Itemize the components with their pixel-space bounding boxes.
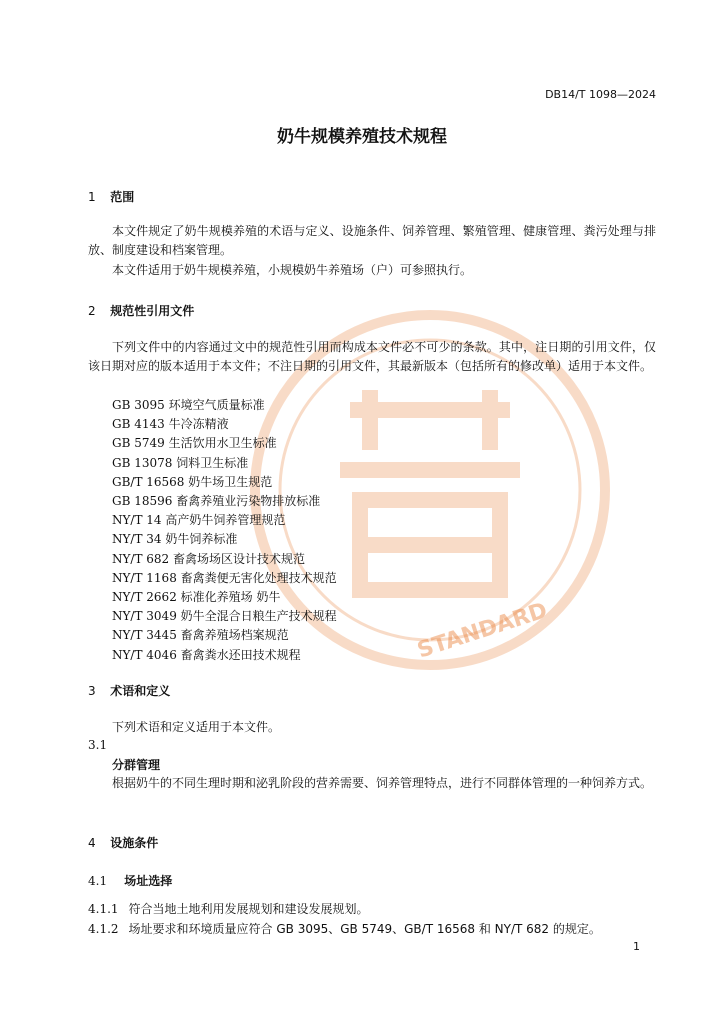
reference-item: GB 18596 畜禽养殖业污染物排放标准 — [112, 494, 321, 509]
reference-item: NY/T 34 奶牛饲养标准 — [112, 532, 238, 547]
reference-list — [112, 396, 337, 665]
reference-item: GB 5749 生活饮用水卫生标准 — [112, 436, 277, 451]
reference-item: GB 3095 环境空气质量标准 — [112, 398, 265, 412]
paragraph: 下列术语和定义适用于本文件。 — [112, 720, 281, 734]
reference-item: GB 13078 饲料卫生标准 — [112, 455, 249, 470]
paragraph: 本文件规定了奶牛规模养殖的术语与定义、设施条件、饲养管理、繁殖管理、健康管理、粪污处理与排放、制度建设和档案管理。 — [88, 224, 656, 257]
term-definition: 根据奶牛的不同生理时期和泌乳阶段的营养需要、饲养管理特点，进行不同群体管理的一种饲养方式。 — [112, 776, 653, 790]
page-number: 1 — [633, 940, 640, 953]
section-heading-normative-references: 2 规范性引用文件 — [88, 304, 195, 318]
reference-item: NY/T 1168 畜禽粪便无害化处理技术规范 — [112, 570, 337, 585]
section-heading-terms-definitions: 3 术语和定义 — [88, 684, 171, 698]
reference-item: NY/T 682 畜禽场场区设计技术规范 — [112, 551, 306, 566]
paragraph: 本文件适用于奶牛规模养殖，小规模奶牛养殖场（户）可参照执行。 — [112, 263, 473, 277]
paragraph: 下列文件中的内容通过文中的规范性引用而构成本文件必不可少的条款。其中，注日期的引用文件，仅该日期对应的版本适用于本文件；不注日期的引用文件，其最新版本（包括所有的修改单）适用于本文件。 — [88, 340, 656, 373]
reference-item: NY/T 3445 畜禽养殖场档案规范 — [112, 628, 289, 643]
standard-code: DB14/T 1098—2024 — [545, 88, 656, 101]
section-heading-scope: 1 范围 — [88, 190, 135, 204]
subsection-heading-site-selection: 4.1 场址选择 — [88, 874, 173, 888]
reference-item: NY/T 2662 标准化养殖场 奶牛 — [112, 590, 281, 605]
section-heading-facilities: 4 设施条件 — [88, 836, 159, 850]
document-title: 奶牛规模养殖技术规程 — [277, 127, 447, 147]
term-number: 3.1 — [88, 738, 108, 752]
reference-item: GB/T 16568 奶牛场卫生规范 — [112, 474, 273, 489]
clause: 4.1.1 符合当地土地利用发展规划和建设发展规划。 — [88, 902, 369, 916]
watermark-text: STANDARD — [414, 598, 551, 664]
term-name: 分群管理 — [112, 758, 161, 772]
reference-item: NY/T 3049 奶牛全混合日粮生产技术规程 — [112, 609, 337, 624]
clause: 4.1.2 场址要求和环境质量应符合 GB 3095、GB 5749、GB/T 16568 和 NY/T 682 的规定。 — [88, 922, 601, 936]
reference-item: NY/T 4046 畜禽粪水还田技术规程 — [112, 647, 301, 662]
reference-item: GB 4143 牛冷冻精液 — [112, 417, 229, 432]
reference-item: NY/T 14 高产奶牛饲养管理规范 — [112, 513, 286, 528]
